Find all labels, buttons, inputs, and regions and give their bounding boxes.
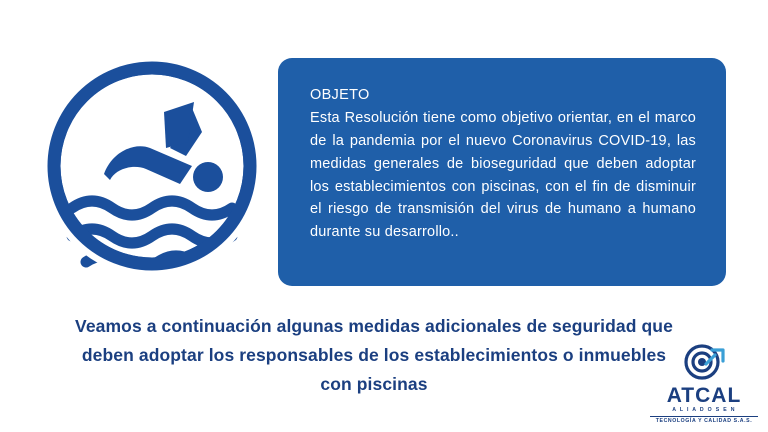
atcal-wordmark: ATCAL xyxy=(666,384,742,408)
swimmer-in-circle-icon xyxy=(42,56,262,276)
atcal-subtitle: TECNOLOGÍA Y CALIDAD S.A.S. xyxy=(650,416,758,426)
objeto-body-text: Esta Resolución tiene como objetivo orientar, en el marco de la pandemia por el nuevo Coronavirus COVID-19, las medidas generales de bioseguridad que deben adoptar los establecimientos con piscinas, con el fin de disminuir el riesgo de transmisión del virus de humano a humano durante su desarrollo.. xyxy=(310,110,696,241)
target-lens-icon xyxy=(650,342,758,384)
atcal-tagline: A L I A D O S E N xyxy=(672,407,736,414)
objeto-panel xyxy=(278,58,726,286)
page-title: Veamos a continuación algunas medidas adicionales de seguridad que deben adoptar los responsables de los establecimientos o inmuebles con piscinas xyxy=(75,316,673,394)
atcal-logo xyxy=(650,342,758,426)
objeto-title: OBJETO xyxy=(310,87,370,103)
